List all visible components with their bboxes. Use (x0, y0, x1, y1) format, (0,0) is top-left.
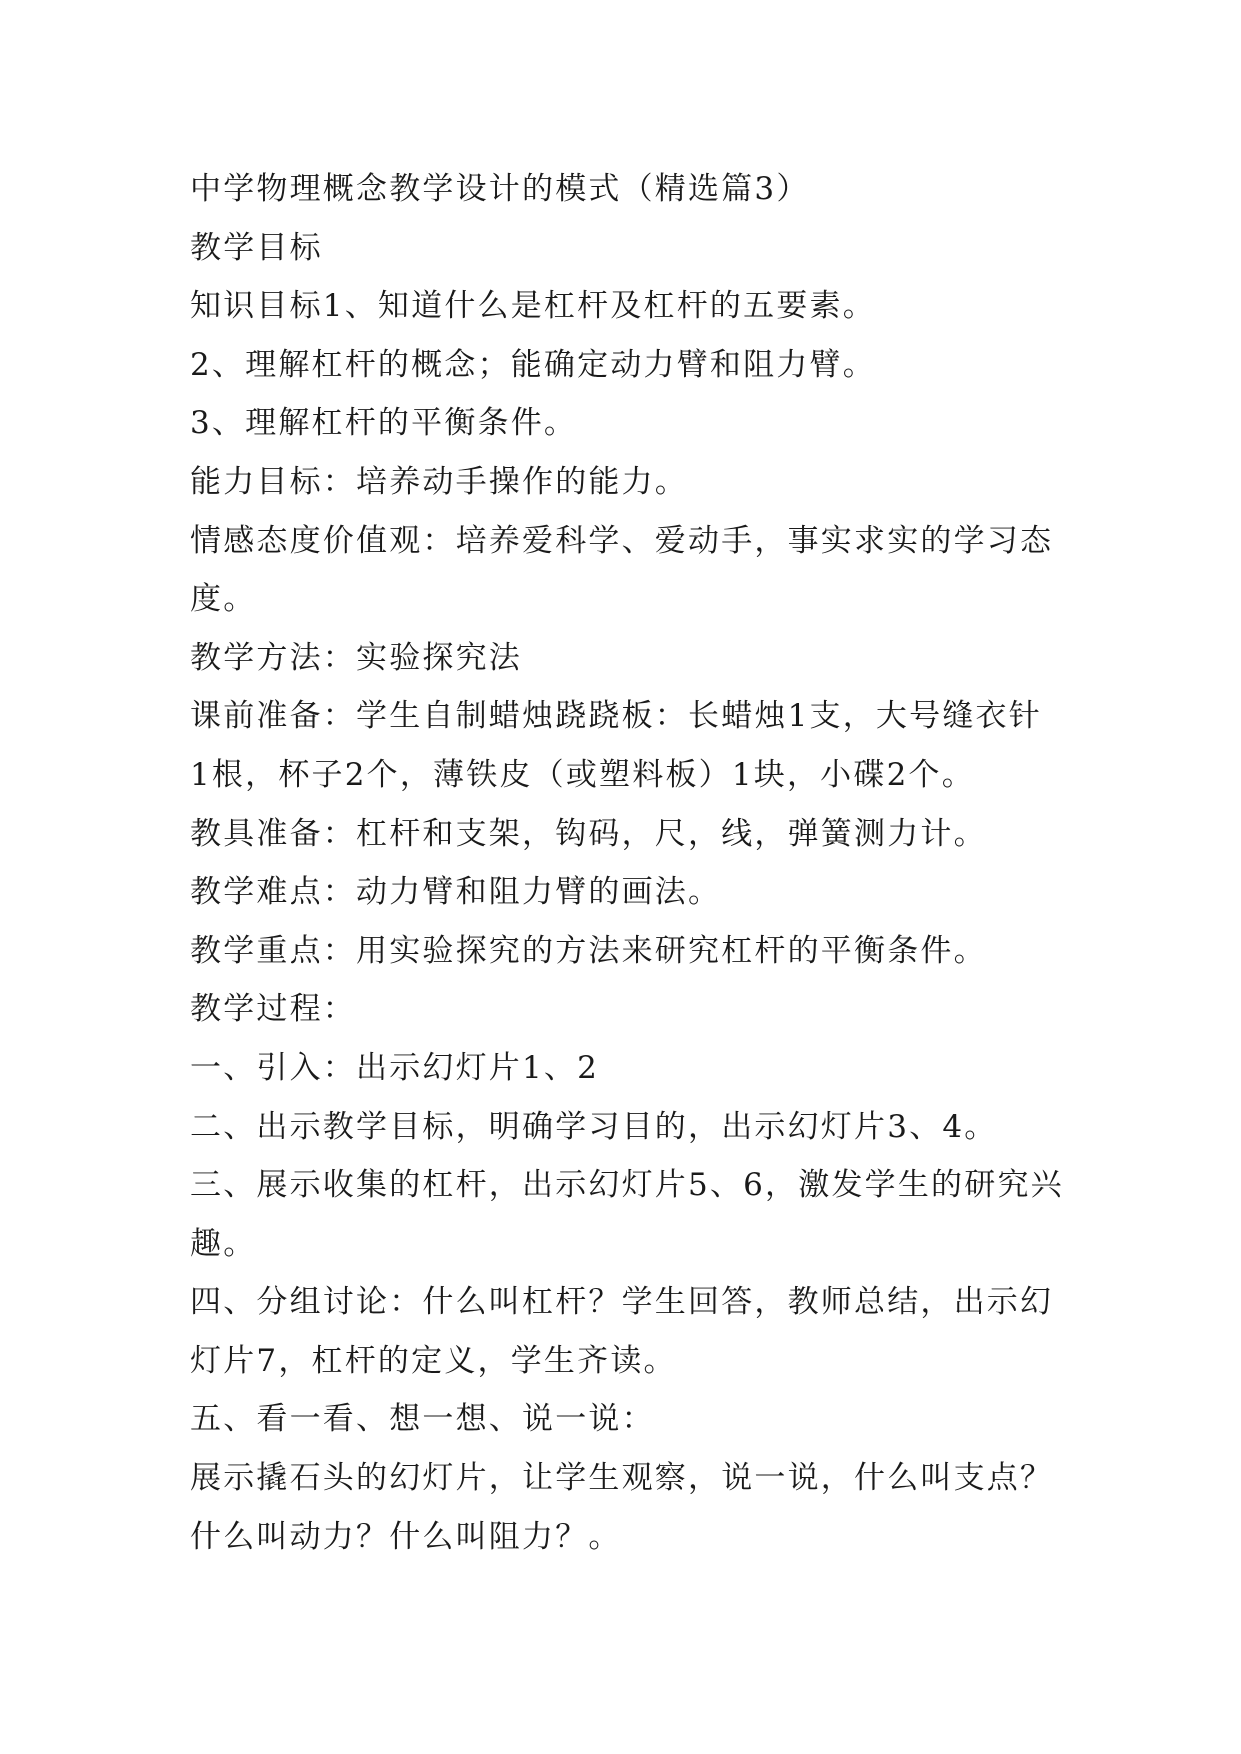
section-heading-teaching-goals: 教学目标 (190, 229, 323, 266)
text-line: 2、理解杠杆的概念；能确定动力臂和阻力臂。 (190, 346, 876, 383)
text-line: 教具准备：杠杆和支架，钩码，尺，线，弹簧测力计。 (190, 815, 987, 852)
text-line: 展示撬石头的幻灯片，让学生观察，说一说，什么叫支点？ (190, 1460, 1054, 1497)
text-line: 情感态度价值观：培养爱科学、爱动手，事实求实的学习态 (190, 522, 1054, 559)
text-line: 四、分组讨论：什么叫杠杆？学生回答，教师总结，出示幻 (190, 1284, 1054, 1321)
document-body (190, 160, 1070, 1566)
text-line: 灯片7，杠杆的定义，学生齐读。 (190, 1342, 677, 1379)
text-line: 二、出示教学目标，明确学习目的，出示幻灯片3、4。 (190, 1108, 998, 1145)
text-line: 度。 (190, 581, 257, 618)
text-line: 什么叫动力？什么叫阻力？。 (190, 1518, 622, 1555)
text-line: 知识目标1、知道什么是杠杆及杠杆的五要素。 (190, 288, 876, 325)
document-title: 中学物理概念教学设计的模式（精选篇3） (190, 171, 810, 207)
text-line: 教学过程： (190, 991, 356, 1028)
text-line: 三、展示收集的杠杆，出示幻灯片5、6，激发学生的研究兴 (190, 1167, 1064, 1204)
text-line: 能力目标：培养动手操作的能力。 (190, 463, 688, 500)
text-line: 3、理解杠杆的平衡条件。 (190, 405, 578, 442)
text-line: 课前准备：学生自制蜡烛跷跷板：长蜡烛1支，大号缝衣针 (190, 698, 1042, 735)
text-line: 趣。 (190, 1225, 257, 1262)
text-line: 1根，杯子2个，薄铁皮（或塑料板）1块，小碟2个。 (190, 756, 975, 793)
text-line: 一、引入：出示幻灯片1、2 (190, 1049, 600, 1086)
text-line: 教学重点：用实验探究的方法来研究杠杆的平衡条件。 (190, 932, 987, 969)
text-line: 教学方法：实验探究法 (190, 639, 522, 676)
text-line: 五、看一看、想一想、说一说： (190, 1401, 655, 1438)
text-line: 教学难点：动力臂和阻力臂的画法。 (190, 874, 722, 911)
